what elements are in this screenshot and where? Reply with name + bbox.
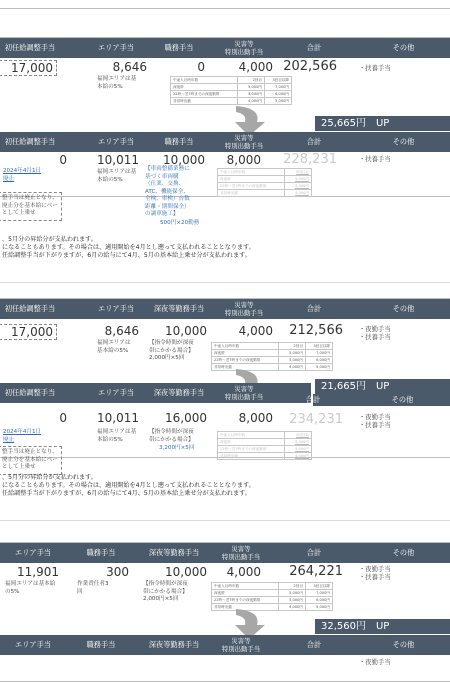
header-row-after — [0, 635, 450, 655]
col-total: 合計 — [306, 43, 322, 52]
area-value: 8,646 — [104, 324, 139, 338]
increase-badge: 21,665円 UP — [315, 379, 450, 394]
total-value: 202,566 — [283, 59, 337, 74]
area-value: 11,901 — [17, 565, 59, 579]
rate-table: 中途入社時年数 2回目以 深夜帯 5,000円 22時〜翌7時までの深夜勤帯 5,000円 非常時出動 4,000円 — [217, 431, 312, 460]
rate-table: 中途入社時年数 2回目 3回目以降 深夜帯 5,000円 7,000円 22時〜翌7時までの深夜勤帯 5,000円 6,000円 非常時出動 4,000円 5,000円 — [170, 76, 292, 105]
shonin-value: 0 — [59, 411, 67, 425]
rate-table: 中途入社時年数 2回目 3回目以降 深夜帯 5,000円 7,000円 22時〜翌7時までの深夜勤帯 5,000円 6,000円 非常時出動 4,000円 5,000円 — [211, 342, 333, 371]
col-shonin: 初任給調整手当 — [4, 137, 56, 146]
other-value: ・扶養手当 — [359, 65, 391, 72]
shokumu-note: 【車両整備業務に 基づく車両購 （仕業、交換、 ATC、機能保全、 全検、車検）台数 距離・期間保全） の調車施工】 — [145, 166, 190, 217]
col-shokumu: 職務手当 — [86, 640, 116, 649]
col-area: エリア手当 — [98, 43, 134, 52]
divider — [0, 520, 450, 521]
col-other: その他 — [392, 137, 415, 146]
col-total: 合計 — [306, 640, 322, 649]
saigai-value: 4,000 — [238, 324, 273, 338]
footnote-2: 、5月分の昇給分が支払われます。 になることもあります。その場合は、適用開始を4月とし遡って支払われることとなります。 任給調整手当が下がりますが、6月の給与にて4月、5月の基本給上乗せ分が支払われます。 — [2, 474, 255, 498]
col-other: その他 — [391, 395, 414, 404]
col-other: その他 — [392, 548, 415, 557]
col-shonin: 初任給調整手当 — [4, 43, 56, 52]
saigai-value: 4,000 — [226, 565, 261, 579]
col-saigai: 災害等 特別出動手当 — [224, 301, 264, 317]
col-shinya: 深夜等勤務手当 — [148, 640, 200, 649]
header-row-before — [0, 543, 450, 563]
area-note: 福岡エリアは 基本給の5% — [97, 340, 131, 354]
footnote-1: 、5月分の昇給分が支払われます。 になることもあります。その場合は、適用開始を4月とし遡って支払われることとなります。 任給調整手当が下がりますが、6月の給与にて4月、5月の基本給上乗せ分が支払われます。 — [2, 236, 255, 260]
total-value: 212,566 — [289, 323, 343, 338]
area-note: 福岡エリアは基本給 の5% — [5, 581, 56, 595]
other-value: ・夜勤手当 — [359, 659, 391, 666]
col-other: その他 — [392, 640, 415, 649]
saigai-value: 4,000 — [238, 60, 273, 74]
saigai-value: 8,000 — [238, 411, 273, 425]
col-shinya: 深夜等勤務手当 — [153, 304, 205, 313]
shokumu-value: 10,000 — [163, 153, 205, 167]
col-shonin: 初任給調整手当 — [4, 304, 56, 313]
top-rule — [0, 8, 450, 9]
col-saigai: 災害等 特別出動手当 — [224, 385, 264, 401]
shinya-note: 【指令時間が深夜 帯にかかる場合】 — [149, 429, 194, 443]
abolished-note: 2024年4月1日 廃止 — [3, 429, 42, 443]
shokumu-calc: 500円×20勤務 — [160, 220, 200, 226]
shinya-value: 16,000 — [165, 411, 207, 425]
total-value: 234,231 — [289, 412, 343, 427]
col-saigai: 災害等 特別出動手当 — [221, 545, 261, 561]
col-other: その他 — [392, 304, 415, 313]
area-value: 10,011 — [97, 153, 139, 167]
shinya-note: 【指令時間が深夜 帯にかかる場合】 2,000円×5回 — [149, 340, 194, 361]
other-value: ・夜勤手当 ・扶養手当 — [359, 326, 391, 341]
other-value: ・扶養手当 — [359, 156, 391, 163]
abolished-note: 2024年4月1日 廃止 — [3, 168, 42, 182]
header-row-after — [0, 132, 450, 152]
shinya-value: 10,000 — [165, 324, 207, 338]
header-row-after-right — [305, 394, 450, 406]
shinya-calc: 3,200円×5回 — [159, 445, 195, 451]
header-row-before — [0, 38, 450, 58]
col-shonin: 初任給調整手当 — [4, 388, 56, 397]
shinya-note: 【指令時間が深夜 帯にかかる場合】 2,000円×5回 — [143, 581, 188, 602]
col-total: 合計 — [306, 137, 322, 146]
rate-table: 中途入社時年数 2回目 3回目以降 深夜帯 5,000円 7,000円 22時〜翌7時までの深夜勤帯 5,000円 6,000円 非常時出動 4,000円 5,000円 — [211, 582, 333, 611]
col-total: 合計 — [305, 395, 321, 404]
increase-badge: 25,665円 UP — [315, 116, 450, 131]
rate-table: 中途入社時年数 2回目以 深夜帯 5,000円 22時〜翌7時までの深夜勤帯 5,000円 非常時出動 4,000円 — [217, 168, 312, 197]
increase-badge: 32,560円 UP — [315, 619, 450, 634]
shokumu-note: 作業責任者3 回 — [77, 581, 109, 595]
col-area: エリア手当 — [98, 137, 134, 146]
shonin-value: 17,000 — [0, 60, 57, 76]
shonin-value: 0 — [59, 153, 67, 167]
abolish-box-note: 整手当は廃止となり、 廃止分を基本給にベー として上乗せ — [0, 192, 62, 221]
col-saigai: 災害等 特別出動手当 — [221, 637, 261, 653]
area-note: 福岡エリアは基 本給の5% — [97, 429, 137, 443]
area-note: 福岡エリアは基 本給の5% — [97, 76, 137, 90]
col-shinya: 深夜等勤務手当 — [148, 548, 200, 557]
shokumu-value: 300 — [106, 565, 129, 579]
area-value: 8,646 — [112, 60, 147, 74]
col-area: エリア手当 — [15, 640, 51, 649]
other-value: ・夜勤手当 ・扶養手当 — [359, 414, 391, 429]
col-total: 合計 — [306, 304, 322, 313]
col-saigai: 災害等 特別出動手当 — [224, 134, 264, 150]
col-total: 合計 — [306, 548, 322, 557]
col-shokumu: 職務手当 — [164, 43, 194, 52]
col-saigai: 災害等 特別出動手当 — [224, 40, 264, 56]
area-note: 福岡エリアは基 本給の5% — [97, 169, 137, 183]
col-shinya: 深夜等勤務手当 — [153, 388, 205, 397]
total-value: 228,231 — [283, 152, 337, 167]
abolish-box-note: 整手当は廃止となり、 廃止分を基本給にベー として上乗せ — [0, 446, 62, 475]
total-value: 264,221 — [289, 564, 343, 579]
col-other: その他 — [392, 43, 415, 52]
col-area: エリア手当 — [98, 304, 134, 313]
col-area: エリア手当 — [98, 388, 134, 397]
divider — [0, 282, 450, 283]
salary-panel-2 — [0, 298, 450, 458]
col-shokumu: 職務手当 — [86, 548, 116, 557]
shokumu-value: 0 — [197, 60, 205, 74]
other-value: ・夜勤手当 ・扶養手当 — [359, 566, 391, 581]
area-value: 10,011 — [97, 411, 139, 425]
col-area: エリア手当 — [15, 548, 51, 557]
header-row-after — [0, 383, 311, 403]
col-shokumu: 職務手当 — [164, 137, 194, 146]
shinya-value: 10,000 — [165, 565, 207, 579]
saigai-value: 8,000 — [226, 153, 261, 167]
header-row-before — [0, 299, 450, 319]
salary-panel-3 — [0, 542, 450, 682]
shonin-value: 17,000 — [0, 324, 57, 340]
